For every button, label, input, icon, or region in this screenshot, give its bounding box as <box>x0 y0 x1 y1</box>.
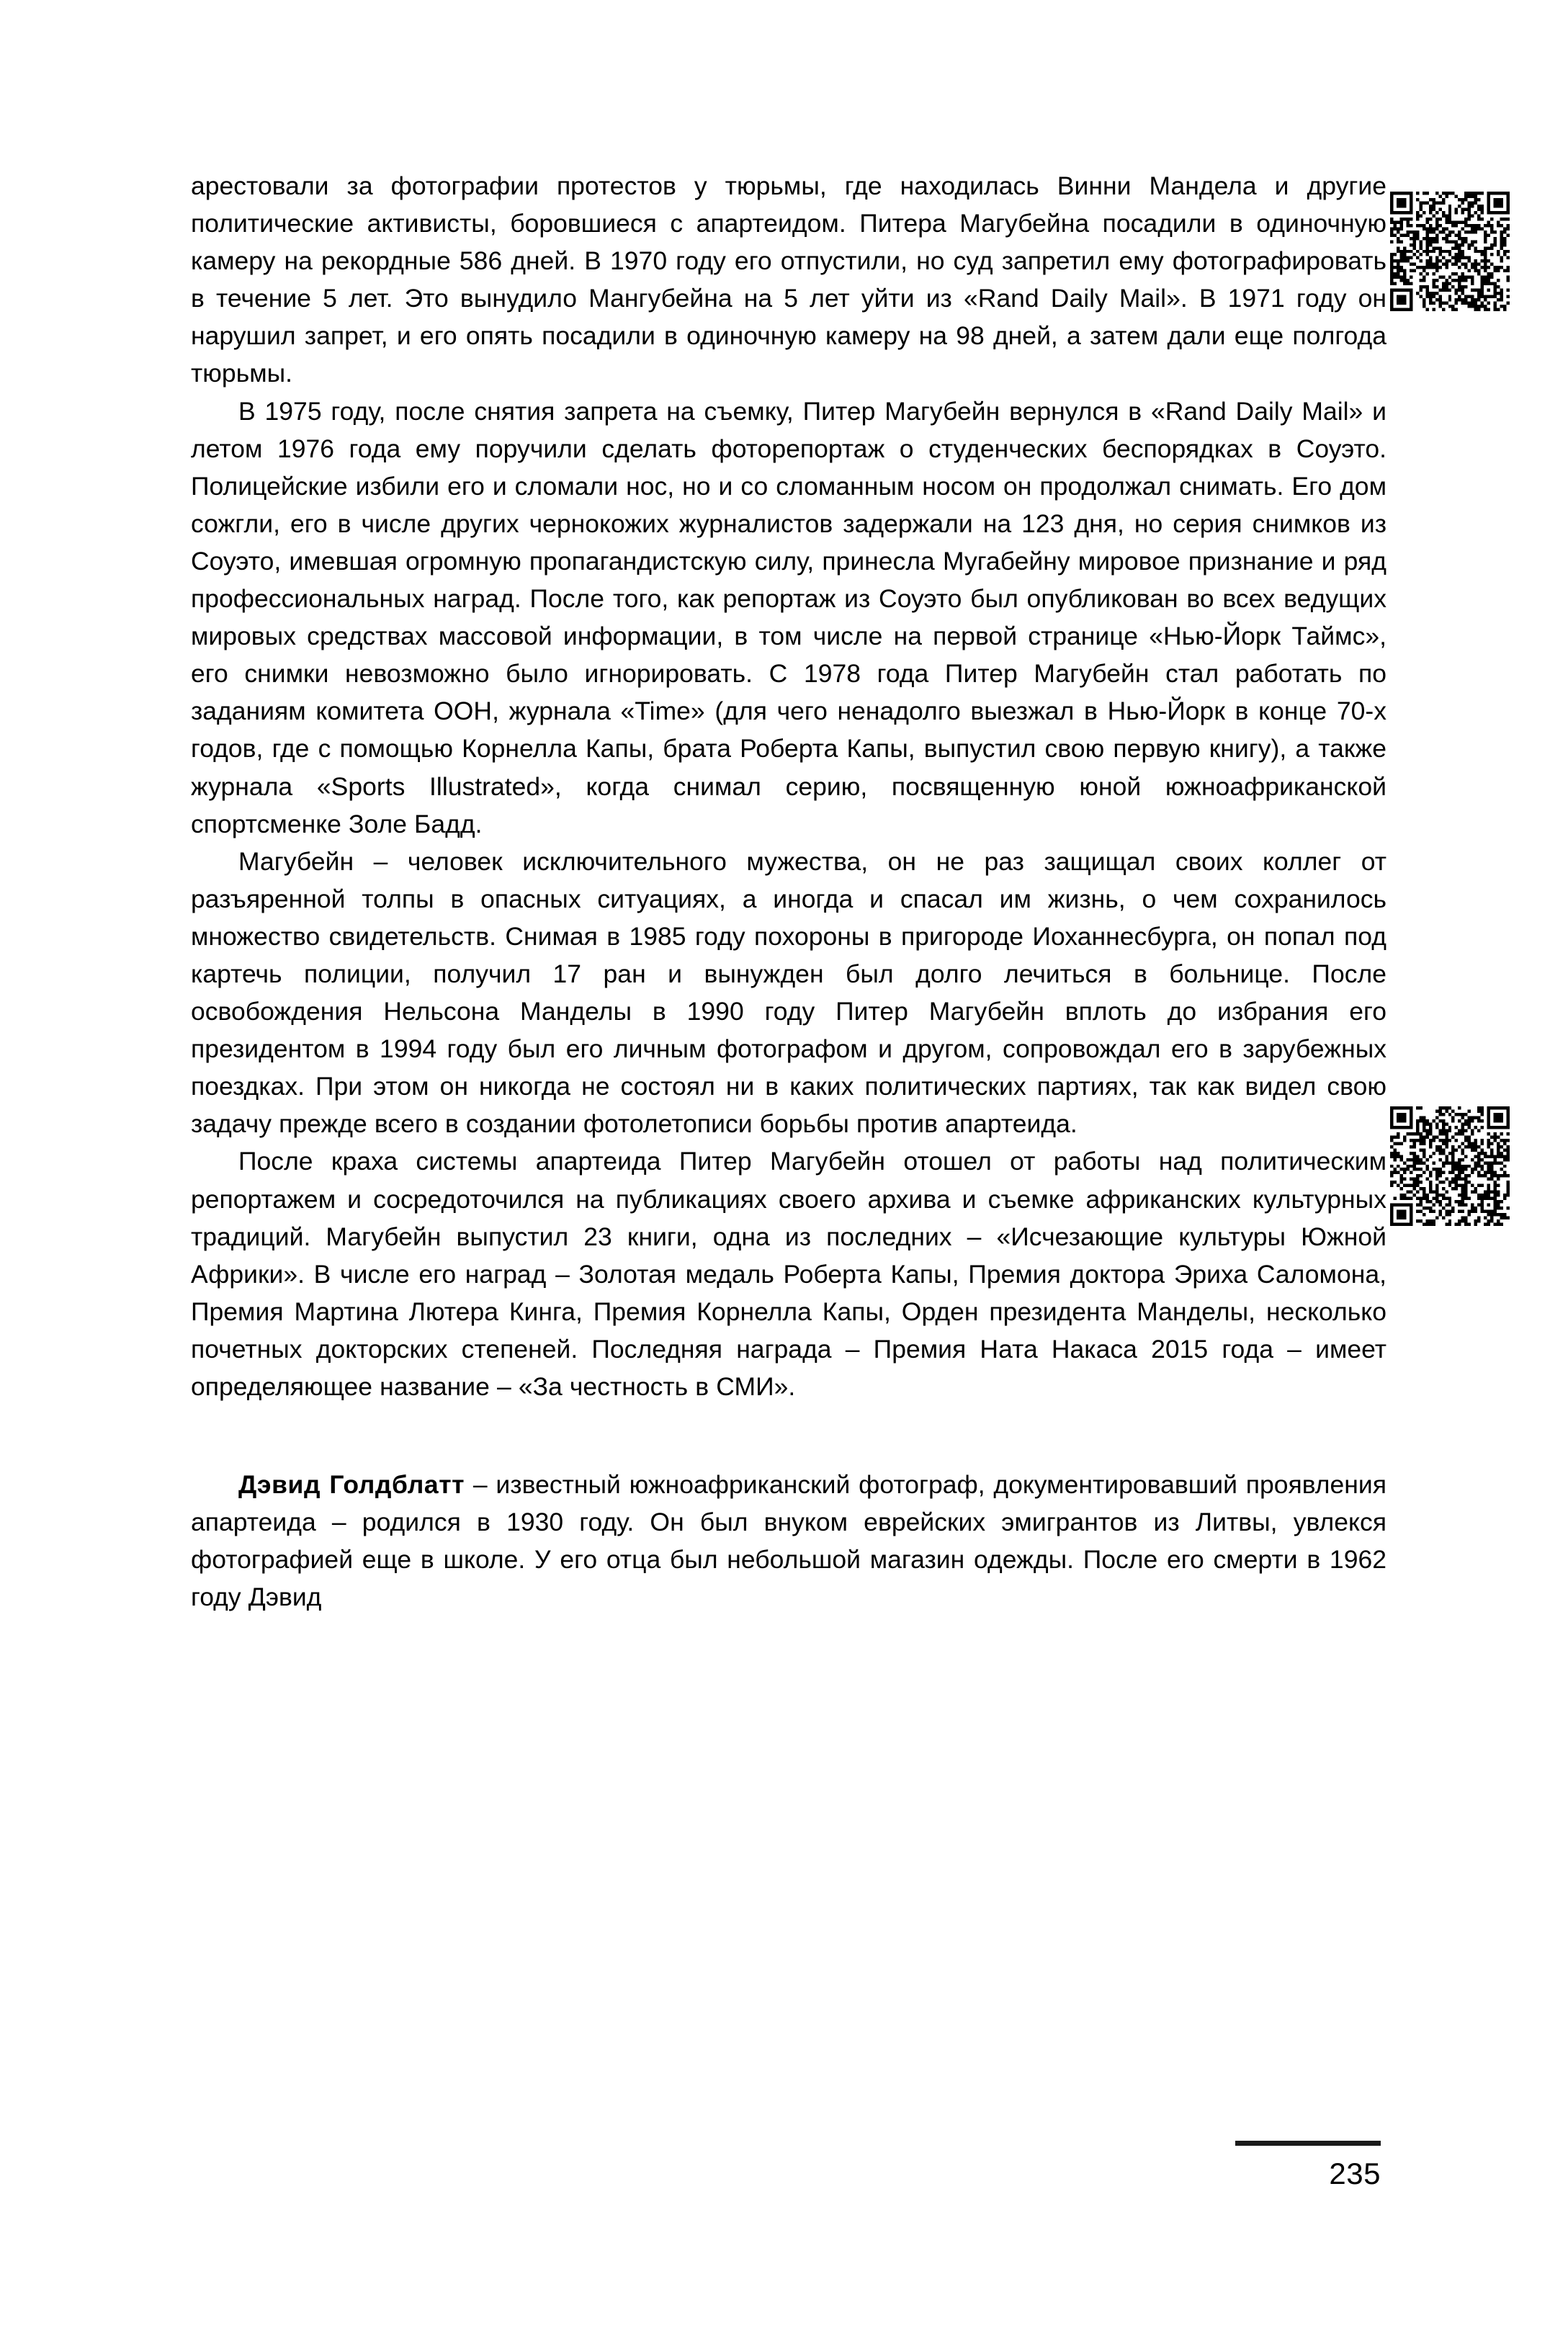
qr-code-bottom <box>1390 1106 1510 1226</box>
qr-code-top <box>1390 192 1510 311</box>
body-paragraph-4: После краха системы апартеида Питер Магубейн отошел от работы над политическим репортажем и сосредоточился на публикациях своего архива и съемке африканских культурных традиций. Магубейн выпустил 23 книги, одна из последних – «Исчезающие культуры Южной Африки». В числе его наград – Золотая медаль Роберта Капы, Премия доктора Эриха Саломона, Премия Мартина Лютера Кинга, Премия Корнелла Капы, Орден президента Манделы, несколько почетных докторских степеней. Последняя награда – Премия Ната Накаса 2015 года – имеет определяющее название – «За честность в СМИ». <box>191 1147 1386 1401</box>
lead-paragraph-text: – известный южноафриканский фотограф, документировавший проявления апартеида – родился в 1930 году. Он был внуком еврейских эмигрантов из Литвы, увлекся фотографией еще в школе. У его отца был небольшой магазин одежды. После его смерти в 1962 году Дэвид <box>191 1470 1387 1612</box>
text-column <box>191 167 1386 1616</box>
page-number: 235 <box>1329 2157 1381 2190</box>
lead-person-name: Дэвид Голдблатт <box>238 1470 465 1500</box>
footer-rule <box>1235 2141 1381 2146</box>
body-paragraph-2: В 1975 году, после снятия запрета на съемку, Питер Магубейн вернулся в «Rand Daily Mail» и летом 1976 года ему поручили сделать фоторепортаж о студенческих беспорядках в Соуэто. Полицейские избили его и сломали нос, но и со сломанным носом он продолжал снимать. Его дом сожгли, его в числе других чернокожих журналистов задержали на 123 дня, но серия снимков из Соуэто, имевшая огромную пропагандистскую силу, принесла Мугабейну мировое признание и ряд профессиональных наград. После того, как репортаж из Соуэто был опубликован во всех ведущих мировых средствах массовой информации, в том числе на первой странице «Нью-Йорк Таймс», его снимки невозможно было игнорировать. С 1978 года Питер Магубейн стал работать по заданиям комитета ООН, журнала «Time» (для чего ненадолго выезжал в Нью-Йорк в конце 70-х годов, где с помощью Корнелла Капы, брата Роберта Капы, выпустил свою первую книгу), а также журнала «Sports Illustrated», когда снимал серию, посвященную юной южноафриканской спортсменке Золе Бадд. <box>191 396 1386 838</box>
body-paragraph-3: Магубейн – человек исключительного мужества, он не раз защищал своих коллег от разъяренной толпы в опасных ситуациях, а иногда и спасал им жизнь, о чем сохранилось множество свидетельств. Снимая в 1985 году похороны в пригороде Иоханнесбурга, он попал под картечь полиции, получил 17 ран и вынужден был долго лечиться в больнице. После освобождения Нельсона Манделы в 1990 году Питер Магубейн вплоть до избрания его президентом в 1994 году был его личным фотографом и другом, сопровождал его в зарубежных поездках. При этом он никогда не состоял ни в каких политических партиях, так как видел свою задачу прежде всего в создании фотолетописи борьбы против апартеида. <box>191 846 1386 1139</box>
page-footer <box>1235 2141 1381 2192</box>
body-paragraph-5 <box>191 1466 1386 1616</box>
body-paragraph-1: арестовали за фотографии протестов у тюрьмы, где находилась Винни Мандела и другие политические активисты, боровшиеся с апартеидом. Питера Магубейна посадили в одиночную камеру на рекордные 586 дней. В 1970 году его отпустили, но суд запретил ему фотографировать в течение 5 лет. Это вынудило Мангубейна на 5 лет уйти из «Rand Daily Mail». В 1971 году он нарушил запрет, и его опять посадили в одиночную камеру на 98 дней, а затем дали еще полгода тюрьмы. <box>191 171 1386 388</box>
